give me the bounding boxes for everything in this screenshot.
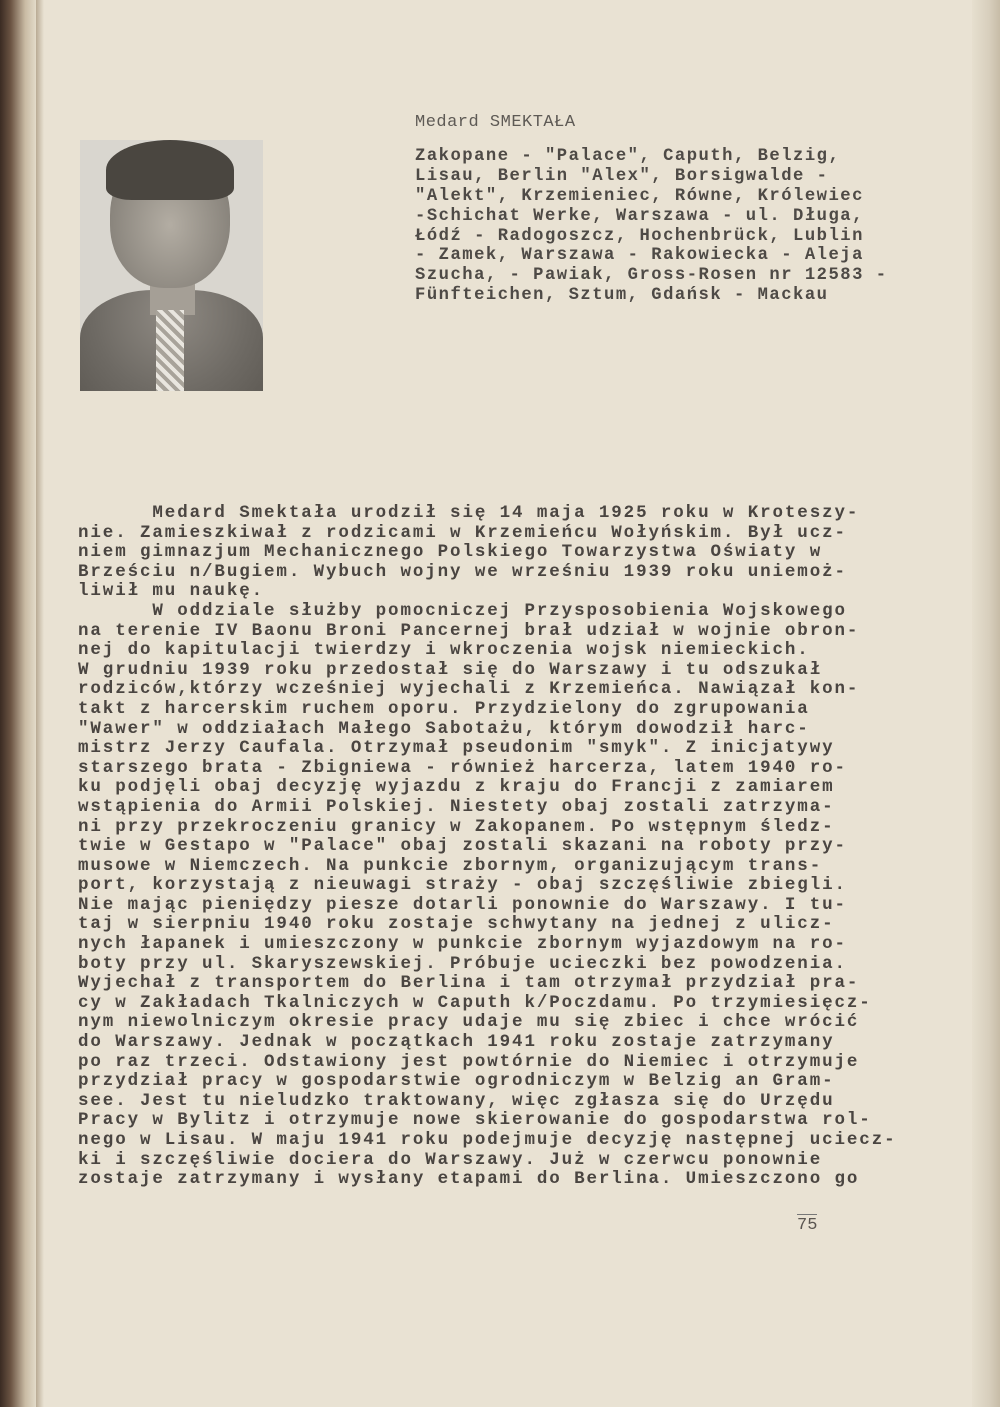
body-line: przydział pracy w gospodarstwie ogrodniczym w Belzig an Gram- xyxy=(78,1071,835,1092)
body-line: Brześciu n/Bugiem. Wybuch wojny we wrześniu 1939 roku uniemoż- xyxy=(78,561,847,582)
body-line: port, korzystają z nieuwagi straży - obaj szczęśliwie zbiegli. xyxy=(78,875,847,896)
body-line: do Warszawy. Jednak w początkach 1941 roku zostaje zatrzymany xyxy=(78,1032,835,1053)
body-line: ku podjęli obaj decyzję wyjazdu z kraju do Francji z zamiarem xyxy=(78,777,835,798)
body-line: liwił mu naukę. xyxy=(78,581,265,602)
places-line: - Zamek, Warszawa - Rakowiecka - Aleja xyxy=(415,246,864,266)
places-line: Łódź - Radogoszcz, Hochenbrück, Lublin xyxy=(415,226,864,246)
body-line: starszego brata - Zbigniewa - również harcerza, latem 1940 ro- xyxy=(78,757,847,778)
biography-body xyxy=(78,504,897,1190)
page-number: 75 xyxy=(797,1216,818,1235)
body-line: ni przy przekroczeniu granicy w Zakopanem. Po wstępnym śledz- xyxy=(78,816,835,837)
body-line: nej do kapitulacji twierdzy i wkroczenia wojsk niemieckich. xyxy=(78,640,810,661)
body-line: ki i szczęśliwie dociera do Warszawy. Już w czerwcu ponownie xyxy=(78,1149,823,1170)
page-right-edge xyxy=(972,0,1000,1407)
book-binding-edge xyxy=(0,0,36,1407)
body-line: mistrz Jerzy Caufala. Otrzymał pseudonim "smyk". Z inicjatywy xyxy=(78,738,835,759)
body-line: Pracy w Bylitz i otrzymuje nowe skierowanie do gospodarstwa rol- xyxy=(78,1110,872,1131)
body-line: takt z harcerskim ruchem oporu. Przydzielony do zgrupowania xyxy=(78,698,810,719)
body-line: nym niewolniczym okresie pracy udaje mu się zbiec i chce wrócić xyxy=(78,1012,860,1033)
body-line: see. Jest tu nieludzko traktowany, więc zgłasza się do Urzędu xyxy=(78,1090,835,1111)
places-line: "Alekt", Krzemieniec, Równe, Królewiec xyxy=(415,186,864,206)
body-line: po raz trzeci. Odstawiony jest powtórnie do Niemiec i otrzymuje xyxy=(78,1051,860,1072)
body-line: niem gimnazjum Mechanicznego Polskiego Towarzystwa Oświaty w xyxy=(78,542,823,563)
body-line: taj w sierpniu 1940 roku zostaje schwytany na jednej z ulicz- xyxy=(78,914,835,935)
biography-header xyxy=(415,113,888,306)
body-line: twie w Gestapo w "Palace" obaj zostali skazani na roboty przy- xyxy=(78,836,847,857)
page-gutter-shadow xyxy=(36,0,44,1407)
body-line: rodziców,którzy wcześniej wyjechali z Krzemieńca. Nawiązał kon- xyxy=(78,679,860,700)
body-line: boty przy ul. Skaryszewskiej. Próbuje ucieczki bez powodzenia. xyxy=(78,953,847,974)
portrait-photo xyxy=(80,140,263,391)
body-line: wstąpienia do Armii Polskiej. Niestety obaj zostali zatrzyma- xyxy=(78,796,835,817)
body-line: "Wawer" w oddziałach Małego Sabotażu, którym dowodził harc- xyxy=(78,718,810,739)
body-line: Nie mając pieniędzy piesze dotarli ponownie do Warszawy. I tu- xyxy=(78,894,847,915)
body-line: Wyjechał z transportem do Berlina i tam otrzymał przydział pra- xyxy=(78,973,860,994)
body-line: nych łapanek i umieszczony w punkcie zbornym wyjazdowym na ro- xyxy=(78,934,847,955)
places-list xyxy=(415,147,888,306)
places-line: Lisau, Berlin "Alex", Borsigwalde - xyxy=(415,166,829,186)
body-line: W oddziale służby pomocniczej Przysposobienia Wojskowego xyxy=(78,600,847,621)
body-line: zostaje zatrzymany i wysłany etapami do Berlina. Umieszczono go xyxy=(78,1169,860,1190)
body-line: musowe w Niemczech. Na punkcie zbornym, organizującym trans- xyxy=(78,855,823,876)
places-line: -Schichat Werke, Warszawa - ul. Długa, xyxy=(415,206,864,226)
photo-hair xyxy=(106,140,234,200)
body-line: nie. Zamieszkiwał z rodzicami w Krzemieńcu Wołyńskim. Był ucz- xyxy=(78,522,847,543)
places-line: Fünfteichen, Sztum, Gdańsk - Mackau xyxy=(415,286,829,306)
person-name: Medard SMEKTAŁA xyxy=(415,113,576,132)
body-line: na terenie IV Baonu Broni Pancernej brał udział w wojnie obron- xyxy=(78,620,860,641)
body-line: W grudniu 1939 roku przedostał się do Warszawy i tu odszukał xyxy=(78,659,823,680)
photo-tie xyxy=(156,310,184,391)
body-line: cy w Zakładach Tkalniczych w Caputh k/Poczdamu. Po trzymiesięcz- xyxy=(78,992,872,1013)
body-line: Medard Smektała urodził się 14 maja 1925 roku w Kroteszy- xyxy=(78,503,860,523)
body-line: nego w Lisau. W maju 1941 roku podejmuje decyzję następnej uciecz- xyxy=(78,1130,897,1150)
places-line: Szucha, - Pawiak, Gross-Rosen nr 12583 - xyxy=(415,266,888,286)
places-line: Zakopane - "Palace", Caputh, Belzig, xyxy=(415,147,841,166)
